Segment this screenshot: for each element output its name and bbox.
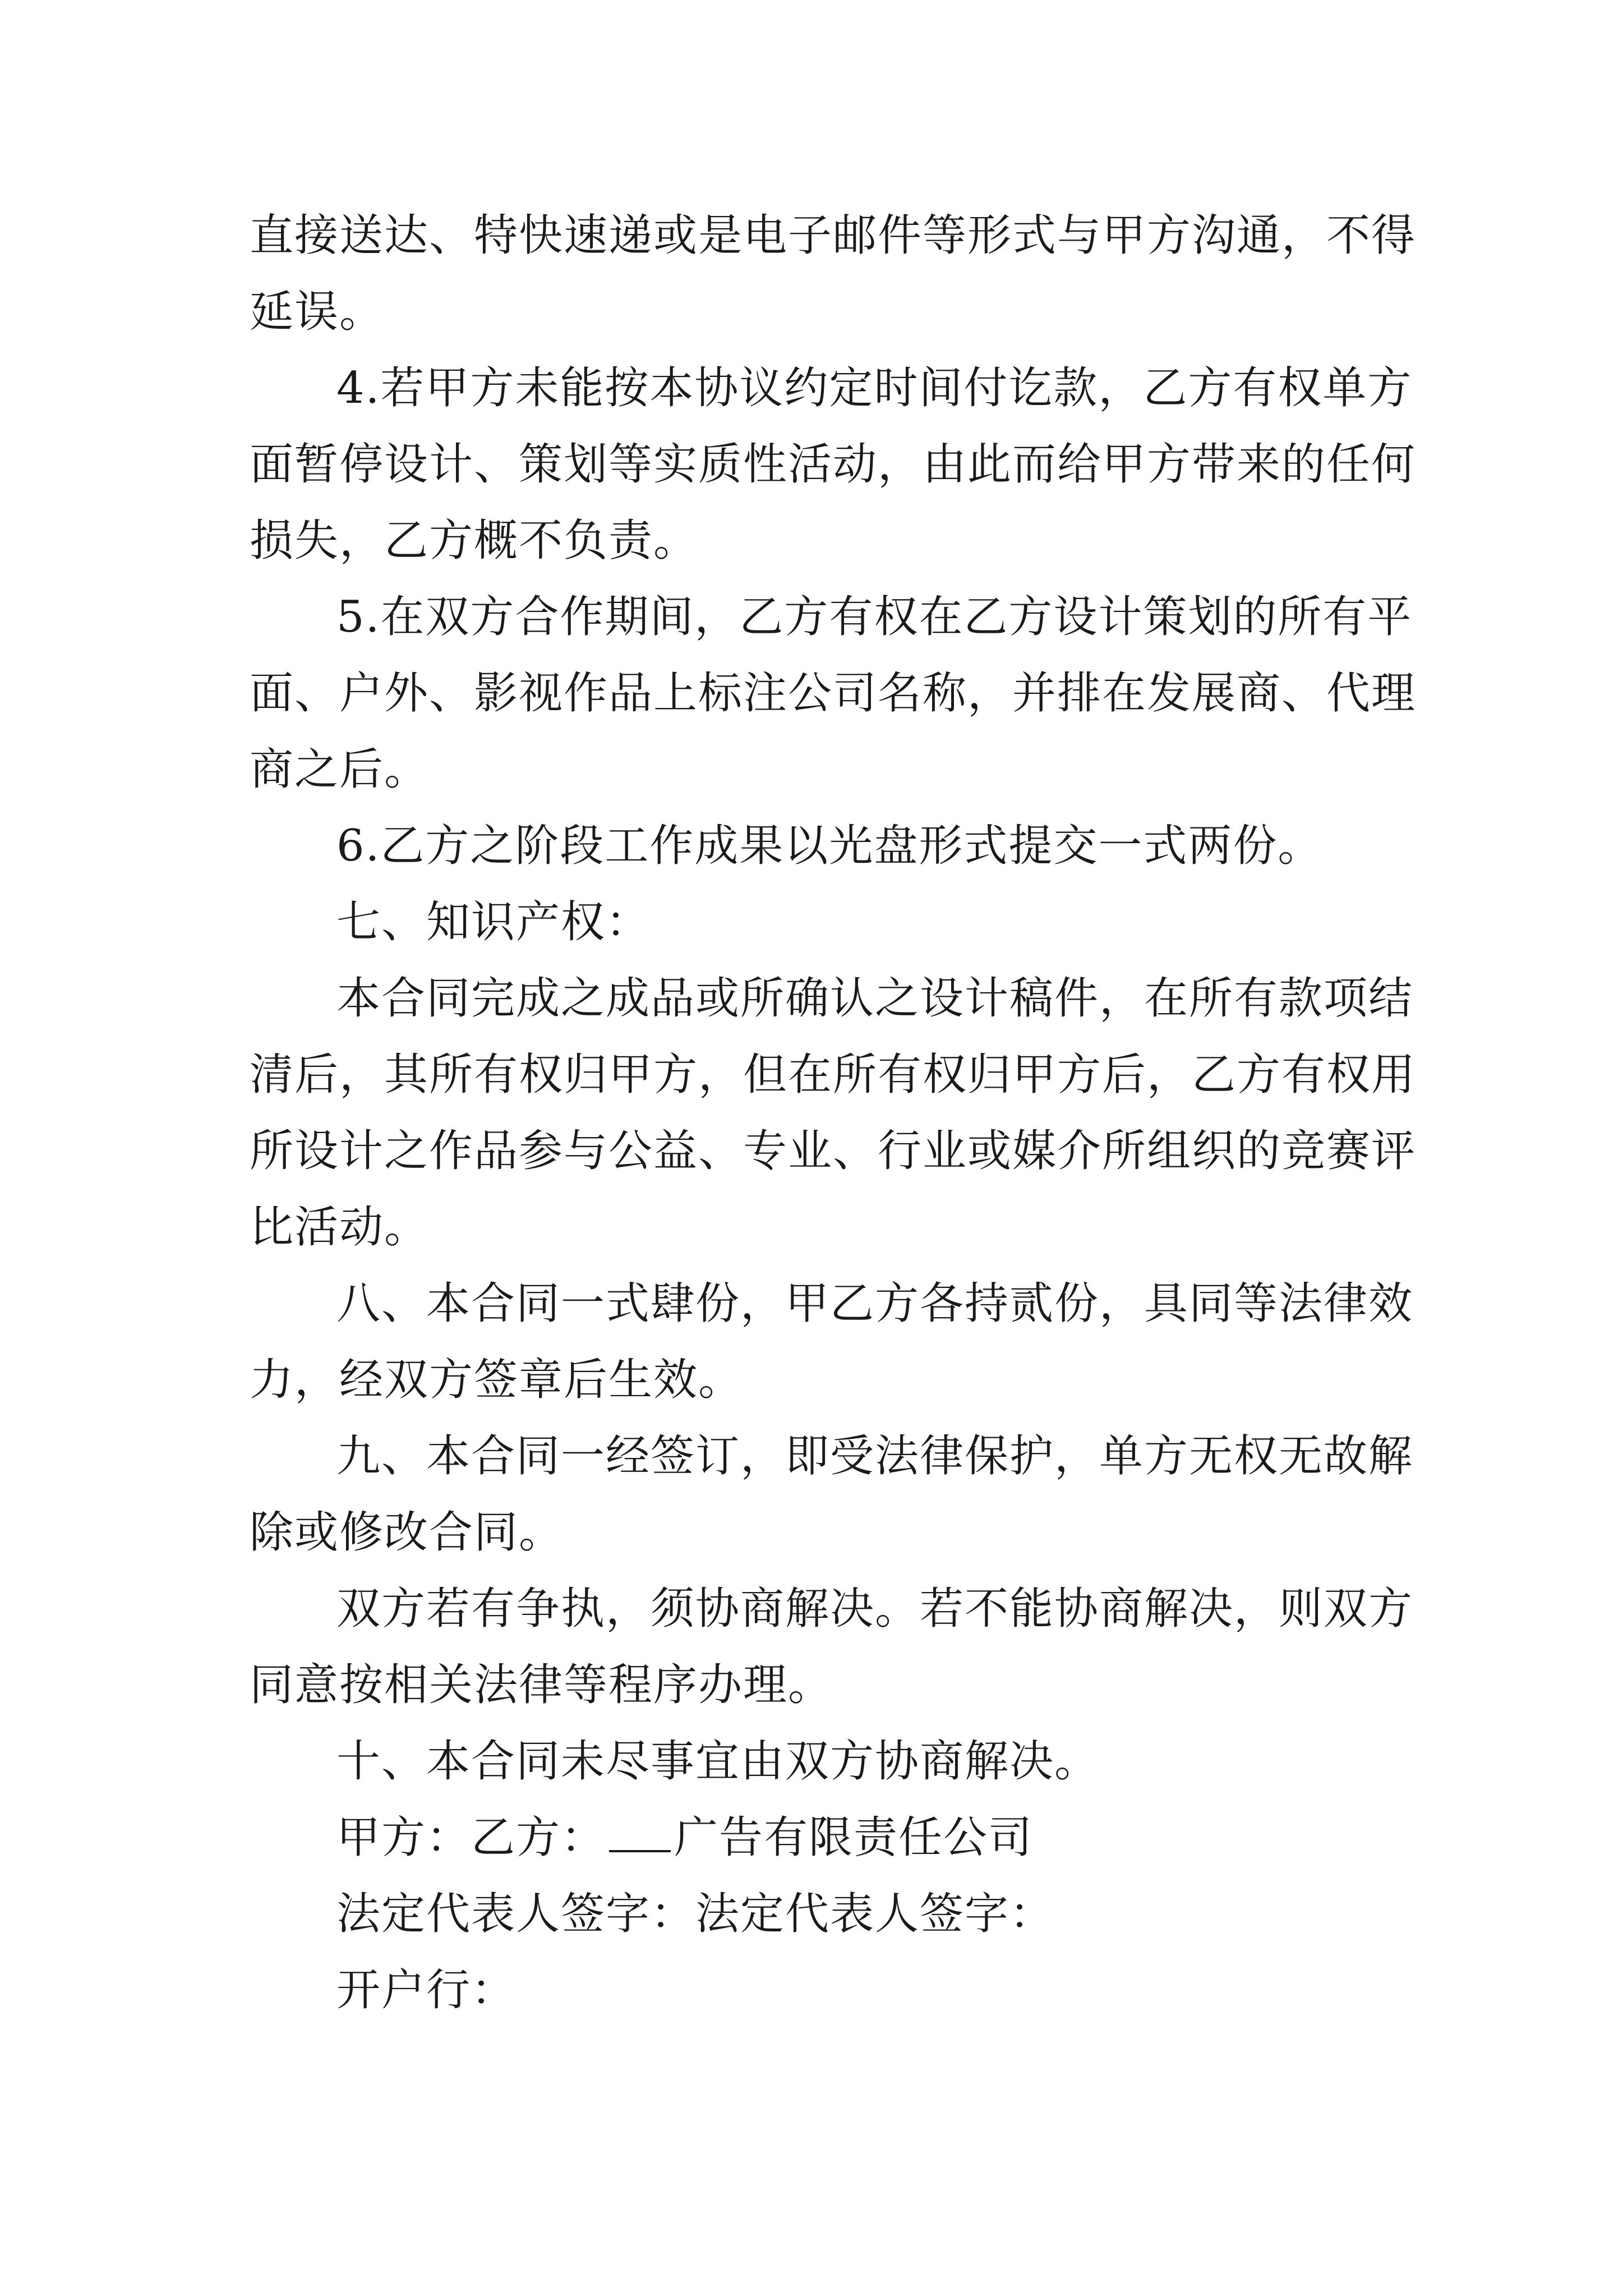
text-line: 十、本合同未尽事宜由双方协商解决。: [336, 1736, 1100, 1787]
text-line: 4.若甲方未能按本协议约定时间付讫款，乙方有权单方: [336, 363, 1413, 413]
text-line: 力，经双方签章后生效。: [250, 1355, 744, 1405]
text-line: 所设计之作品参与公益、专业、行业或媒介所组织的竞赛评: [250, 1126, 1417, 1176]
text-line: 八、本合同一式肆份，甲乙方各持贰份，具同等法律效: [336, 1278, 1414, 1329]
bank-line: 开户行：: [336, 1965, 517, 2016]
text-line: 直接送达、特快速递或是电子邮件等形式与甲方沟通，不得: [250, 210, 1417, 261]
text-line: 九、本合同一经签订，即受法律保护，单方无权无故解: [336, 1431, 1414, 1481]
section-heading: 七、知识产权：: [336, 897, 651, 947]
fill-in-blank: [609, 1811, 671, 1852]
parties-line: [336, 1810, 1388, 1866]
signature-line: 法定代表人签字：法定代表人签字：: [336, 1889, 1055, 1939]
text-line: 除或修改合同。: [250, 1507, 564, 1558]
parties-prefix: 甲方：乙方：: [336, 1812, 606, 1863]
text-line: 面、户外、影视作品上标注公司名称，并排在发展商、代理: [250, 668, 1417, 719]
text-line: 面暂停设计、策划等实质性活动，由此而给甲方带来的任何: [250, 439, 1417, 490]
text-line: 清后，其所有权归甲方，但在所有权归甲方后，乙方有权用: [250, 1050, 1417, 1100]
text-line: 商之后。: [250, 744, 430, 795]
text-line: 同意按相关法律等程序办理。: [250, 1660, 833, 1710]
text-line: 比活动。: [250, 1202, 430, 1253]
text-line: 延误。: [250, 287, 385, 337]
text-line: 本合同完成之成品或所确认之设计稿件，在所有款项结: [336, 973, 1414, 1024]
text-line: 双方若有争执，须协商解决。若不能协商解决，则双方: [336, 1584, 1414, 1634]
text-line: 5.在双方合作期间，乙方有权在乙方设计策划的所有平: [336, 592, 1413, 642]
text-line: 6.乙方之阶段工作成果以光盘形式提交一式两份。: [336, 821, 1323, 871]
parties-company: 广告有限责任公司: [674, 1812, 1034, 1863]
text-line: 损失，乙方概不负责。: [250, 516, 699, 566]
